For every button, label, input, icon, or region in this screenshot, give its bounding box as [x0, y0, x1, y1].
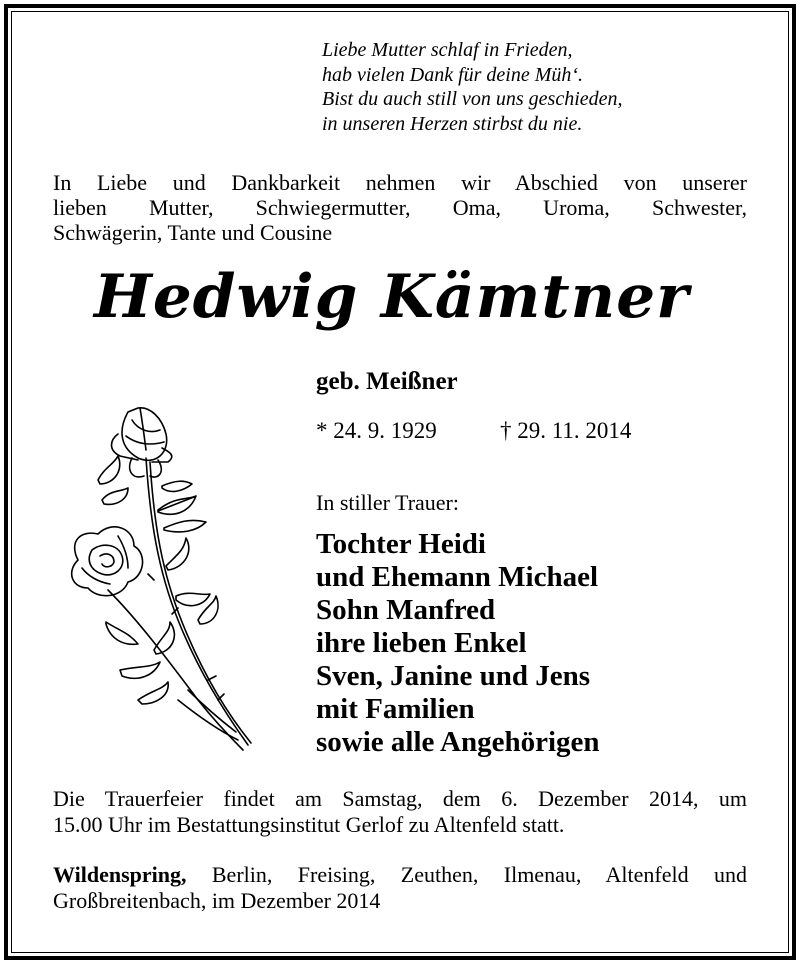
mourner-line: mit Familien — [316, 693, 475, 725]
places-and-date — [53, 862, 747, 914]
mourner-line: und Ehemann Michael — [316, 561, 598, 593]
funeral-line: Die Trauerfeier findet am Samstag, dem 6. Dezember 2014, um — [53, 786, 747, 811]
mourner-line: ihre lieben Enkel — [316, 627, 527, 659]
intro-line: Schwägerin, Tante und Cousine — [53, 220, 333, 245]
poem-line: hab vielen Dank für deine Müh‘. — [322, 63, 584, 86]
intro-line: In Liebe und Dankbarkeit nehmen wir Abschied von unserer — [53, 170, 747, 195]
places-line — [53, 862, 747, 888]
intro-paragraph — [53, 170, 747, 245]
birth-date: * 24. 9. 1929 — [316, 418, 437, 443]
place-list: Berlin, Freising, Zeuthen, Ilmenau, Altenfeld und — [186, 862, 747, 887]
mourning-label: In stiller Trauer: — [316, 490, 459, 515]
poem-line: Bist du auch still von uns geschieden, — [322, 88, 623, 110]
places-line: Großbreitenbach, im Dezember 2014 — [53, 888, 381, 913]
death-date: † 29. 11. 2014 — [500, 418, 632, 443]
rose-illustration — [58, 400, 273, 760]
rose-flower — [72, 527, 143, 596]
deceased-name: Hedwig Kämtner — [94, 262, 690, 332]
mourner-line: Sohn Manfred — [316, 594, 496, 626]
mourner-line: Sven, Janine und Jens — [316, 660, 590, 692]
mourners-list — [316, 528, 600, 759]
funeral-notice — [53, 786, 747, 838]
rose-stem — [146, 458, 248, 745]
mourner-line: Tochter Heidi — [316, 528, 486, 560]
funeral-line: 15.00 Uhr im Bestattungsinstitut Gerlof zu Altenfeld statt. — [53, 812, 565, 837]
memorial-poem — [322, 38, 623, 136]
poem-line: Liebe Mutter schlaf in Frieden, — [322, 39, 573, 61]
intro-line: lieben Mutter, Schwiegermutter, Oma, Uroma, Schwester, — [53, 195, 747, 220]
mourner-line: sowie alle Angehörigen — [316, 726, 600, 758]
maiden-name: geb. Meißner — [316, 368, 458, 395]
poem-line: in unseren Herzen stirbst du nie. — [322, 112, 583, 135]
place-town: Wildenspring, — [53, 862, 187, 887]
